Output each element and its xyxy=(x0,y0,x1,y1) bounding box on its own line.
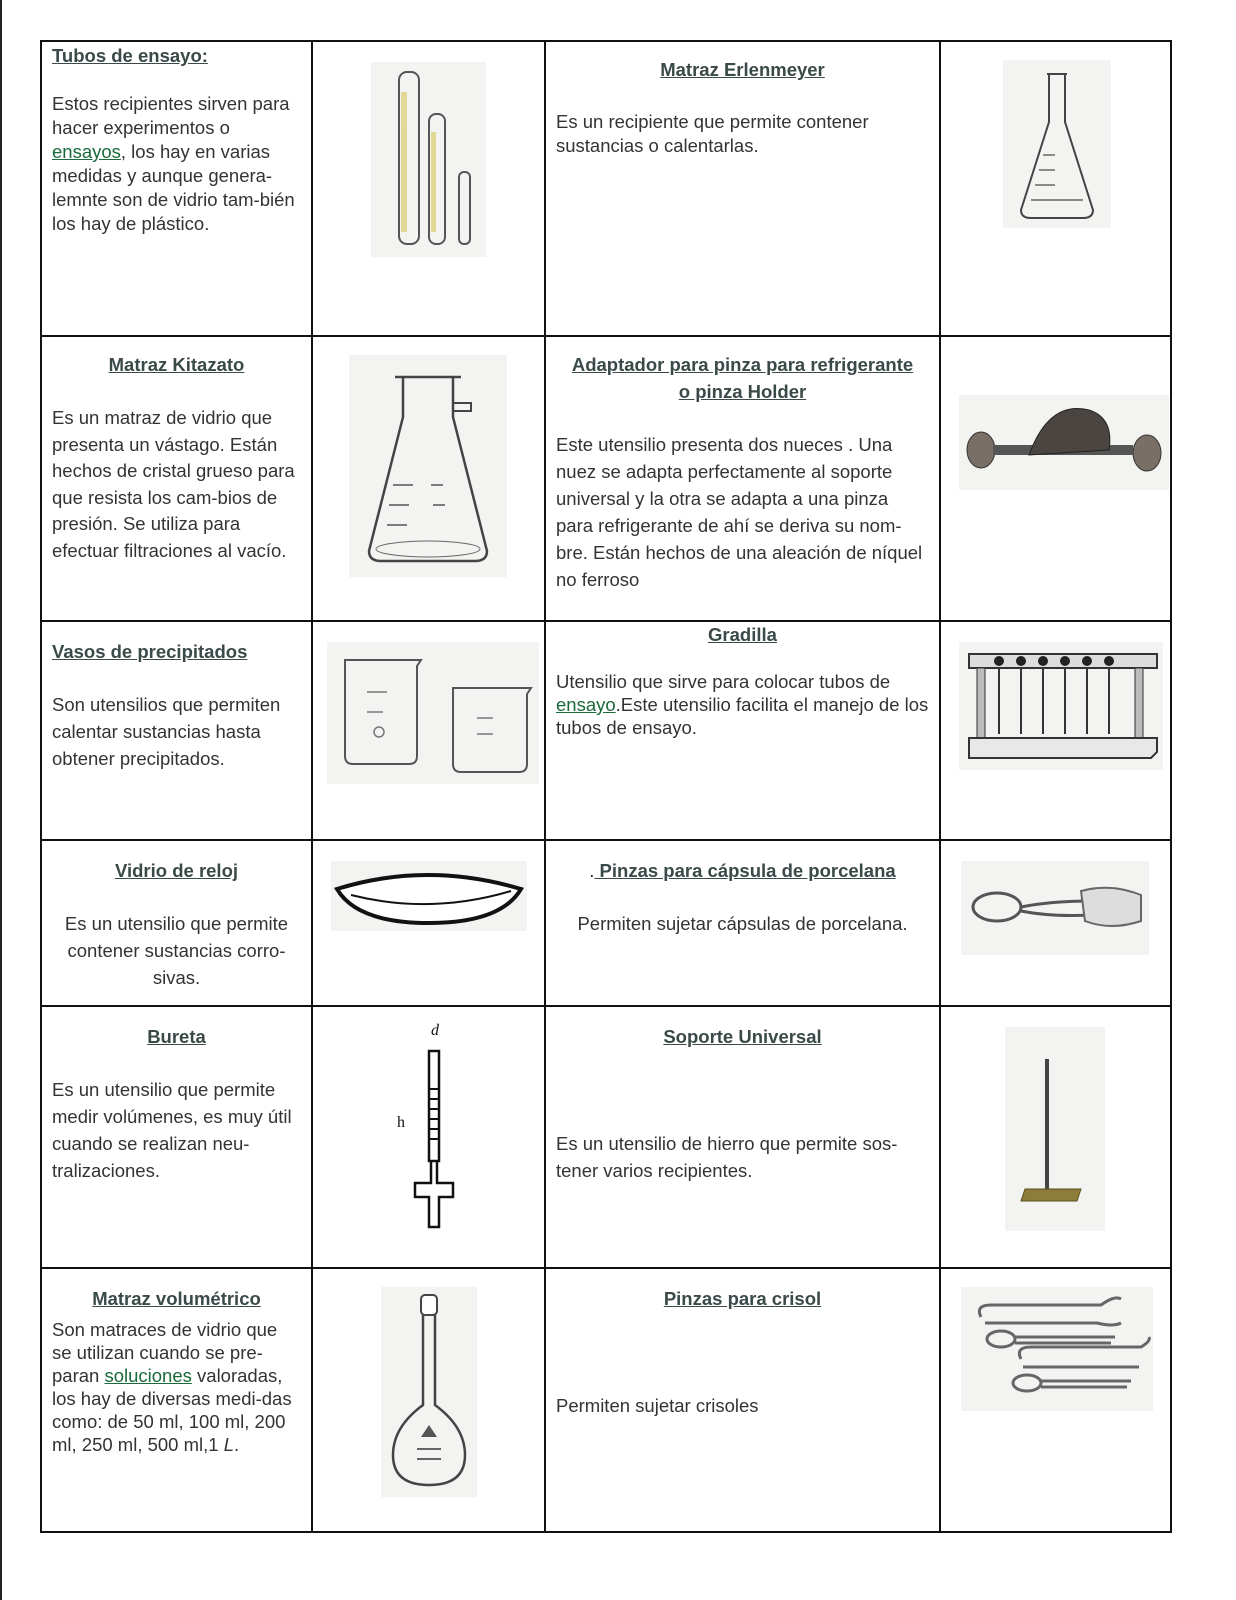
porcelain-tongs-description: Permiten sujetar cápsulas de porcelana. xyxy=(577,913,908,934)
cell-test-tubes-text xyxy=(41,41,312,336)
holder-clamp-title-line2: o pinza Holder xyxy=(678,381,807,402)
cell-rack-image xyxy=(940,621,1171,840)
table-row xyxy=(41,336,1171,621)
erlenmeyer-flask-illustration xyxy=(1003,60,1111,228)
beakers-description: Son utensilios que permiten calentar sustancias hasta obtener precipitados. xyxy=(52,694,281,769)
cell-crucible-tongs-text xyxy=(545,1268,940,1532)
lab-equipment-table xyxy=(40,40,1172,1533)
erlenmeyer-description: Es un recipiente que permite contener sustancias o calentarlas. xyxy=(556,111,869,156)
test-tube-rack-illustration xyxy=(959,642,1163,770)
table-row xyxy=(41,41,1171,336)
beakers-title: Vasos de precipitados xyxy=(52,641,248,662)
cell-erlenmeyer-text xyxy=(545,41,940,336)
test-tubes-title: Tubos de ensayo: xyxy=(52,45,208,66)
porcelain-tongs-title: Pinzas para cápsula de porcelana xyxy=(594,860,896,881)
cell-kitasato-text xyxy=(41,336,312,621)
table-row xyxy=(41,840,1171,1006)
clamp-holder-illustration xyxy=(959,395,1169,490)
test-tubes-illustration xyxy=(371,62,486,257)
ensayos-link[interactable]: ensayos xyxy=(52,141,121,162)
rack-title: Gradilla xyxy=(708,624,777,645)
porcelain-tongs-illustration xyxy=(961,861,1149,955)
cell-beakers-text xyxy=(41,621,312,840)
burette-illustration xyxy=(383,1021,483,1237)
cell-test-tubes-image xyxy=(312,41,545,336)
cell-watch-glass-text xyxy=(41,840,312,1006)
table-row xyxy=(41,621,1171,840)
table-row xyxy=(41,1006,1171,1268)
stand-description: Es un utensilio de hierro que permite sos-tener varios recipientes. xyxy=(556,1133,898,1181)
burette-label-h: h xyxy=(397,1114,405,1131)
burette-title: Bureta xyxy=(147,1026,206,1047)
cell-volumetric-text xyxy=(41,1268,312,1532)
liter-unit: L xyxy=(223,1434,235,1455)
cell-watch-glass-image xyxy=(312,840,545,1006)
crucible-tongs-title: Pinzas para crisol xyxy=(663,1288,822,1309)
cell-kitasato-image xyxy=(312,336,545,621)
cell-rack-text xyxy=(545,621,940,840)
watch-glass-illustration xyxy=(331,861,527,931)
burette-description: Es un utensilio que permite medir volúmenes, es muy útil cuando se realizan neu-tralizaciones. xyxy=(52,1079,292,1181)
cell-stand-image xyxy=(940,1006,1171,1268)
cell-volumetric-image xyxy=(312,1268,545,1532)
universal-stand-illustration xyxy=(1005,1027,1105,1231)
cell-crucible-tongs-image xyxy=(940,1268,1171,1532)
cell-holder-clamp-text xyxy=(545,336,940,621)
burette-label-d: d xyxy=(431,1022,439,1039)
rack-description: Utensilio que sirve para colocar tubos de ensayo.Este utensilio facilita el manejo de los tubos de ensayo. xyxy=(556,671,929,738)
page-left-edge xyxy=(0,0,2,1600)
kitasato-description: Es un matraz de vidrio que presenta un vástago. Están hechos de cristal grueso para que resista los cam-bios de presión. Se utiliza para efectuar filtraciones al vacío. xyxy=(52,407,295,561)
erlenmeyer-title: Matraz Erlenmeyer xyxy=(660,59,825,80)
holder-clamp-title-line1: Adaptador para pinza para refrigerante xyxy=(571,354,914,375)
cell-erlenmeyer-image xyxy=(940,41,1171,336)
volumetric-flask-illustration xyxy=(381,1287,477,1497)
test-tubes-description: Estos recipientes sirven para hacer experimentos o ensayos, los hay en varias medidas y aunque genera-lemnte son de vidrio tam-bién los hay de plástico. xyxy=(52,93,295,234)
cell-porcelain-tongs-text xyxy=(545,840,940,1006)
volumetric-description: Son matraces de vidrio que se utilizan cuando se pre-paran soluciones valoradas, los hay de diversas medi-das como: de 50 ml, 100 ml, 200 ml, 250 ml, 500 ml,1 L. xyxy=(52,1319,292,1455)
porcelain-tongs-prefix: . xyxy=(589,860,595,881)
crucible-tongs-illustration xyxy=(961,1287,1153,1411)
cell-burette-text xyxy=(41,1006,312,1268)
cell-burette-image xyxy=(312,1006,545,1268)
holder-clamp-description: Este utensilio presenta dos nueces . Una nuez se adapta perfectamente al soporte universal y la otra se adapta a una pinza para refrigerante de ahí se deriva su nom-bre. Están hechos de una aleación de níquel no ferroso xyxy=(556,434,923,590)
cell-stand-text xyxy=(545,1006,940,1268)
watch-glass-description: Es un utensilio que permite contener sustancias corro-sivas. xyxy=(64,913,289,988)
table-row xyxy=(41,1268,1171,1532)
watch-glass-title: Vidrio de reloj xyxy=(114,860,239,881)
soluciones-link[interactable]: soluciones xyxy=(104,1365,192,1386)
kitasato-flask-illustration xyxy=(349,355,507,577)
cell-holder-clamp-image xyxy=(940,336,1171,621)
kitasato-title: Matraz Kitazato xyxy=(108,354,245,375)
crucible-tongs-description: Permiten sujetar crisoles xyxy=(556,1395,759,1416)
ensayo-link[interactable]: ensayo xyxy=(556,694,616,715)
cell-beakers-image xyxy=(312,621,545,840)
stand-title: Soporte Universal xyxy=(663,1026,822,1047)
volumetric-title: Matraz volumétrico xyxy=(92,1288,261,1309)
cell-porcelain-tongs-image xyxy=(940,840,1171,1006)
beakers-illustration xyxy=(327,642,539,784)
